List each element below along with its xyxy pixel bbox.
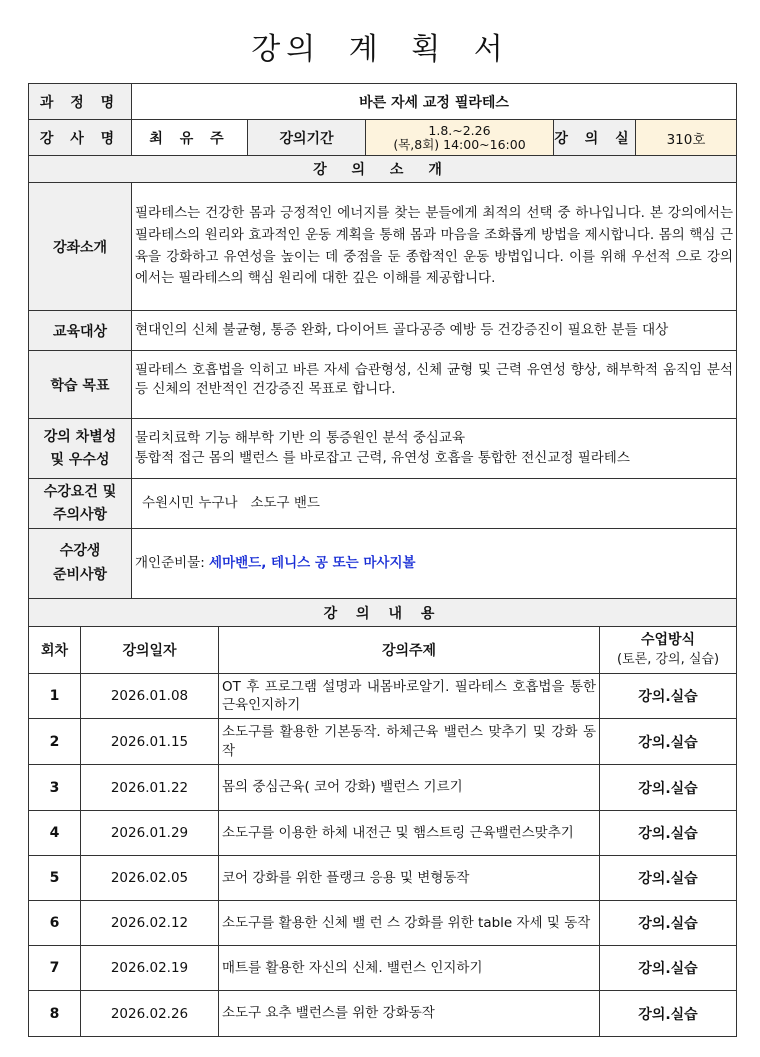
session-number: 1 [29, 674, 81, 719]
course-intro-table [28, 155, 737, 599]
session-date: 2026.01.08 [81, 674, 219, 719]
session-topic: 소도구를 활용한 신체 밸 런 스 강화를 위한 table 자세 및 동작 [219, 901, 600, 946]
differentiation-text [132, 419, 737, 479]
period-label: 강의기간 [248, 120, 366, 156]
header-method-title: 수업방식 [640, 632, 696, 649]
target-label: 교육대상 [29, 311, 132, 351]
goal-label: 학습 목표 [29, 351, 132, 419]
session-date: 2026.02.26 [81, 991, 219, 1037]
requirements-label-line: 주의사항 [52, 506, 108, 523]
session-method: 강의.실습 [600, 765, 737, 811]
session-number: 6 [29, 901, 81, 946]
session-date: 2026.01.29 [81, 811, 219, 856]
session-method: 강의.실습 [600, 901, 737, 946]
preparation-text [132, 529, 737, 599]
session-topic: 코어 강화를 위한 플랭크 응용 및 변형동작 [219, 856, 600, 901]
differentiation-line: 통합적 접근 몸의 밸런스 를 바로잡고 근력, 유연성 호흡을 통합한 전신교정 필라테스 [135, 449, 630, 466]
header-date: 강의일자 [81, 627, 219, 674]
session-topic: 소도구 요추 밸런스를 위한 강화동작 [219, 991, 600, 1037]
course-name-row [29, 84, 737, 120]
header-session-no: 회차 [29, 627, 81, 674]
differentiation-label-line: 강의 차별성 [43, 429, 117, 446]
session-method: 강의.실습 [600, 946, 737, 991]
preparation-prefix: 개인준비물: [135, 555, 210, 572]
schedule-row [29, 946, 737, 991]
schedule-row [29, 901, 737, 946]
schedule-row [29, 811, 737, 856]
session-number: 8 [29, 991, 81, 1037]
session-topic: 매트를 활용한 자신의 신체. 밸런스 인지하기 [219, 946, 600, 991]
course-name-label: 과 정 명 [29, 84, 132, 120]
session-topic: 소도구를 이용한 하체 내전근 및 햄스트링 근육밸런스맞추기 [219, 811, 600, 856]
intro-section-header: 강 의 소 개 [29, 156, 737, 183]
differentiation-label-line: 및 우수성 [50, 451, 110, 468]
title-word: 서 [473, 32, 509, 67]
period-times: (목,8회) 14:00~16:00 [393, 136, 526, 152]
session-number: 4 [29, 811, 81, 856]
schedule-section-header: 강 의 내 용 [29, 599, 737, 627]
document-title [0, 24, 760, 68]
session-date: 2026.02.05 [81, 856, 219, 901]
instructor-label: 강 사 명 [29, 120, 132, 156]
course-name-value: 바른 자세 교정 필라테스 [132, 84, 737, 120]
title-word: 강의 [251, 32, 322, 67]
session-number: 3 [29, 765, 81, 811]
requirements-label-line: 수강요건 및 [43, 484, 117, 501]
differentiation-row [29, 419, 737, 479]
schedule-row [29, 765, 737, 811]
session-method: 강의.실습 [600, 856, 737, 901]
session-topic: OT 후 프로그램 설명과 내몸바로알기. 필라테스 호흡법을 통한 근육인지하기 [219, 674, 600, 719]
overview-row [29, 183, 737, 311]
requirements-row [29, 479, 737, 529]
overview-text: 필라테스는 건강한 몸과 긍정적인 에너지를 찾는 분들에게 최적의 선택 중 하나입니다. 본 강의에서는 필라테스의 원리와 효과적인 운동 계획을 통해 몸과 마음을 조화롭게 방법을 제시합니다. 몸의 핵심 근육을 강화하고 유연성을 높이는 데 중점을 둔 종합적인 운동 방법입니다. 이를 위해 우선적 으로 강의에서는 필라테스의 핵심 원리에 대한 깊은 이해를 제공합니다. [132, 183, 737, 311]
session-method: 강의.실습 [600, 719, 737, 765]
schedule-row [29, 674, 737, 719]
session-date: 2026.01.22 [81, 765, 219, 811]
header-method [600, 627, 737, 674]
session-method: 강의.실습 [600, 674, 737, 719]
session-date: 2026.02.19 [81, 946, 219, 991]
requirements-label [29, 479, 132, 529]
session-number: 5 [29, 856, 81, 901]
session-date: 2026.01.15 [81, 719, 219, 765]
course-info-table [28, 83, 737, 156]
schedule-row [29, 856, 737, 901]
session-method: 강의.실습 [600, 991, 737, 1037]
preparation-label [29, 529, 132, 599]
overview-label: 강좌소개 [29, 183, 132, 311]
session-date: 2026.02.12 [81, 901, 219, 946]
session-number: 2 [29, 719, 81, 765]
requirements-text: 수원시민 누구나 소도구 밴드 [132, 479, 737, 529]
target-row [29, 311, 737, 351]
schedule-row [29, 719, 737, 765]
preparation-label-line: 준비사항 [52, 566, 108, 583]
title-word: 계 [348, 32, 384, 67]
session-topic: 몸의 중심근육( 코어 강화) 밸런스 기르기 [219, 765, 600, 811]
session-number: 7 [29, 946, 81, 991]
preparation-items: 세마밴드, 테니스 공 또는 마사지볼 [209, 555, 416, 572]
schedule-header-row [29, 627, 737, 674]
header-method-sub: (토론, 강의, 실습) [617, 651, 720, 667]
differentiation-label [29, 419, 132, 479]
goal-row [29, 351, 737, 419]
schedule-row [29, 991, 737, 1037]
target-text: 현대인의 신체 불균형, 통증 완화, 다이어트 골다공증 예방 등 건강증진이 필요한 분들 대상 [132, 311, 737, 351]
room-label: 강 의 실 [554, 120, 636, 156]
room-value: 310호 [636, 120, 737, 156]
instructor-name: 최 유 주 [132, 120, 248, 156]
session-topic: 소도구를 활용한 기본동작. 하체근육 밸런스 맞추기 및 강화 동작 [219, 719, 600, 765]
title-word: 획 [411, 32, 447, 67]
preparation-row [29, 529, 737, 599]
goal-text: 필라테스 호흡법을 익히고 바른 자세 습관형성, 신체 균형 및 근력 유연성 향상, 해부학적 움직임 분석 등 신체의 전반적인 건강증진 목표로 합니다. [132, 351, 737, 419]
session-method: 강의.실습 [600, 811, 737, 856]
preparation-label-line: 수강생 [59, 542, 101, 559]
period-dates: 1.8.~2.26 [428, 122, 491, 138]
schedule-table [28, 598, 737, 1037]
period-value [366, 120, 554, 156]
header-topic: 강의주제 [219, 627, 600, 674]
instructor-row [29, 120, 737, 156]
differentiation-line: 물리치료학 기능 해부학 기반 의 통증원인 분석 중심교육 [135, 429, 465, 446]
